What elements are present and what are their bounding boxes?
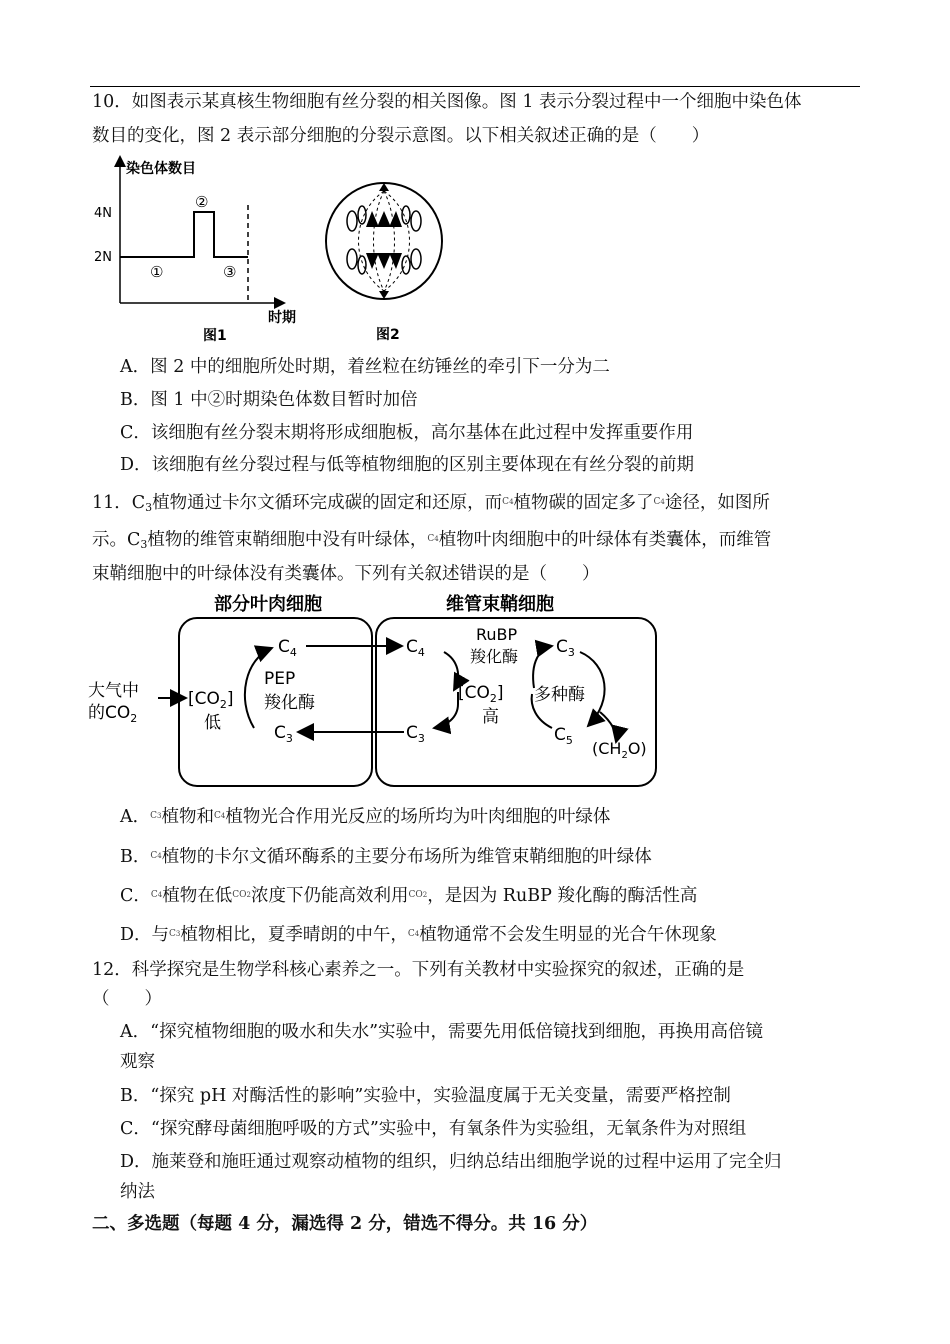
pep-label: PEP	[264, 669, 296, 689]
co2-low-word: 低	[204, 713, 221, 733]
q11-option-c: C．$^{C4}$植物在低$^{CO2}$浓度下仍能高效利用$^{CO2}$，是因为 RuBP 羧化酶的酶活性高	[120, 886, 698, 906]
fig1-ylabel: 染色体数目	[126, 161, 196, 177]
fig1-phase3: ③	[223, 263, 237, 281]
q12-option-b: B．“探究 pH 对酶活性的影响”实验中，实验温度属于无关变量，需要严格控制	[120, 1086, 731, 1106]
q10-figure1-graph	[90, 155, 310, 345]
q11-option-a: A．$^{C3}$植物和$^{C4}$植物光合作用光反应的场所均为叶肉细胞的叶绿体	[120, 807, 611, 827]
fig1-phase1: ①	[150, 263, 164, 281]
q12-option-d-line1: D．施莱登和施旺通过观察动植物的组织，归纳总结出细胞学说的过程中运用了完全归	[120, 1152, 782, 1172]
q10-option-a: A．图 2 中的细胞所处时期，着丝粒在纺锤丝的牵引下一分为二	[120, 357, 610, 377]
fig2-caption: 图2	[376, 327, 400, 343]
q11-c4-pathway-diagram	[86, 588, 664, 790]
mesophyll-c4: $C_4$	[278, 637, 297, 659]
calvin-ch2o: $(CH_2O)$	[592, 739, 647, 761]
sheath-c3: $C_3$	[406, 723, 425, 745]
air-co2-line1: 大气中	[88, 681, 139, 701]
co2-high-word: 高	[482, 707, 499, 727]
air-co2-line2: 的$CO_2$	[88, 703, 138, 725]
q12-stem-line1: 12．科学探究是生物学科核心素养之一。下列有关教材中实验探究的叙述，正确的是	[92, 960, 745, 980]
q12-option-d-line2: 纳法	[120, 1182, 155, 1202]
q12-option-c: C．“探究酵母菌细胞呼吸的方式”实验中，有氧条件为实验组，无氧条件为对照组	[120, 1119, 747, 1139]
q10-option-d: D．该细胞有丝分裂过程与低等植物细胞的区别主要体现在有丝分裂的前期	[120, 455, 695, 475]
calvin-c5: $C_5$	[554, 725, 573, 747]
sheath-c4: $C_4$	[406, 637, 425, 659]
q11-stem-line3: 束鞘细胞中的叶绿体没有类囊体。下列有关叙述错误的是（ ）	[92, 564, 600, 584]
q10-option-b: B．图 1 中②时期染色体数目暂时加倍	[120, 390, 418, 410]
section-heading-multi-choice: 二、多选题（每题 4 分，漏选得 2 分，错选不得分。共 16 分）	[92, 1214, 598, 1234]
q10-option-c: C．该细胞有丝分裂末期将形成细胞板，高尔基体在此过程中发挥重要作用	[120, 423, 694, 443]
mesophyll-c3: $C_3$	[274, 723, 293, 745]
fig1-y2n: 2N	[94, 250, 112, 265]
q10-stem-line1: 10．如图表示某真核生物细胞有丝分裂的相关图像。图 1 表示分裂过程中一个细胞中染色体	[92, 92, 802, 112]
q10-stem-line2: 数目的变化，图 2 表示部分细胞的分裂示意图。以下相关叙述正确的是（ ）	[92, 126, 710, 146]
top-rule	[90, 86, 860, 87]
fig1-y4n: 4N	[94, 206, 112, 221]
q12-option-a-line1: A．“探究植物细胞的吸水和失水”实验中，需要先用低倍镜找到细胞，再换用高倍镜	[120, 1022, 764, 1042]
q11-option-d: D．与$^{C3}$植物相比，夏季晴朗的中午，$^{C4}$植物通常不会发生明显的光合午休现象	[120, 925, 717, 945]
fig1-phase2: ②	[195, 193, 209, 211]
calvin-enzymes: 多种酶	[534, 685, 585, 705]
q12-option-a-line2: 观察	[120, 1052, 155, 1072]
rubp-carboxylase-label: 羧化酶	[470, 647, 519, 666]
pep-carboxylase-label: 羧化酶	[264, 693, 315, 713]
fig1-xlabel: 时期	[268, 310, 296, 326]
q12-stem-line2: （ ）	[92, 989, 162, 1009]
co2-high-label: $[CO_2]$	[458, 683, 504, 705]
fig1-caption: 图1	[203, 328, 227, 344]
q11-stem-line1: 11．$C_3$植物通过卡尔文循环完成碳的固定和还原，而$^{C4}$植物碳的固定多了$^{C4}$途径，如图所	[92, 493, 770, 514]
calvin-c3: $C_3$	[556, 637, 575, 659]
diagram-left-title: 部分叶肉细胞	[214, 594, 322, 615]
q10-figure2-cell	[322, 175, 457, 345]
diagram-right-title: 维管束鞘细胞	[446, 594, 554, 615]
rubp-label: RuBP	[476, 625, 518, 644]
q11-option-b: B．$^{C4}$植物的卡尔文循环酶系的主要分布场所为维管束鞘细胞的叶绿体	[120, 847, 652, 867]
q11-stem-line2: 示。$C_3$植物的维管束鞘细胞中没有叶绿体，$^{C4}$植物叶肉细胞中的叶绿体有类囊体，而维管	[92, 530, 772, 551]
co2-low-label: $[CO_2]$	[188, 689, 234, 711]
